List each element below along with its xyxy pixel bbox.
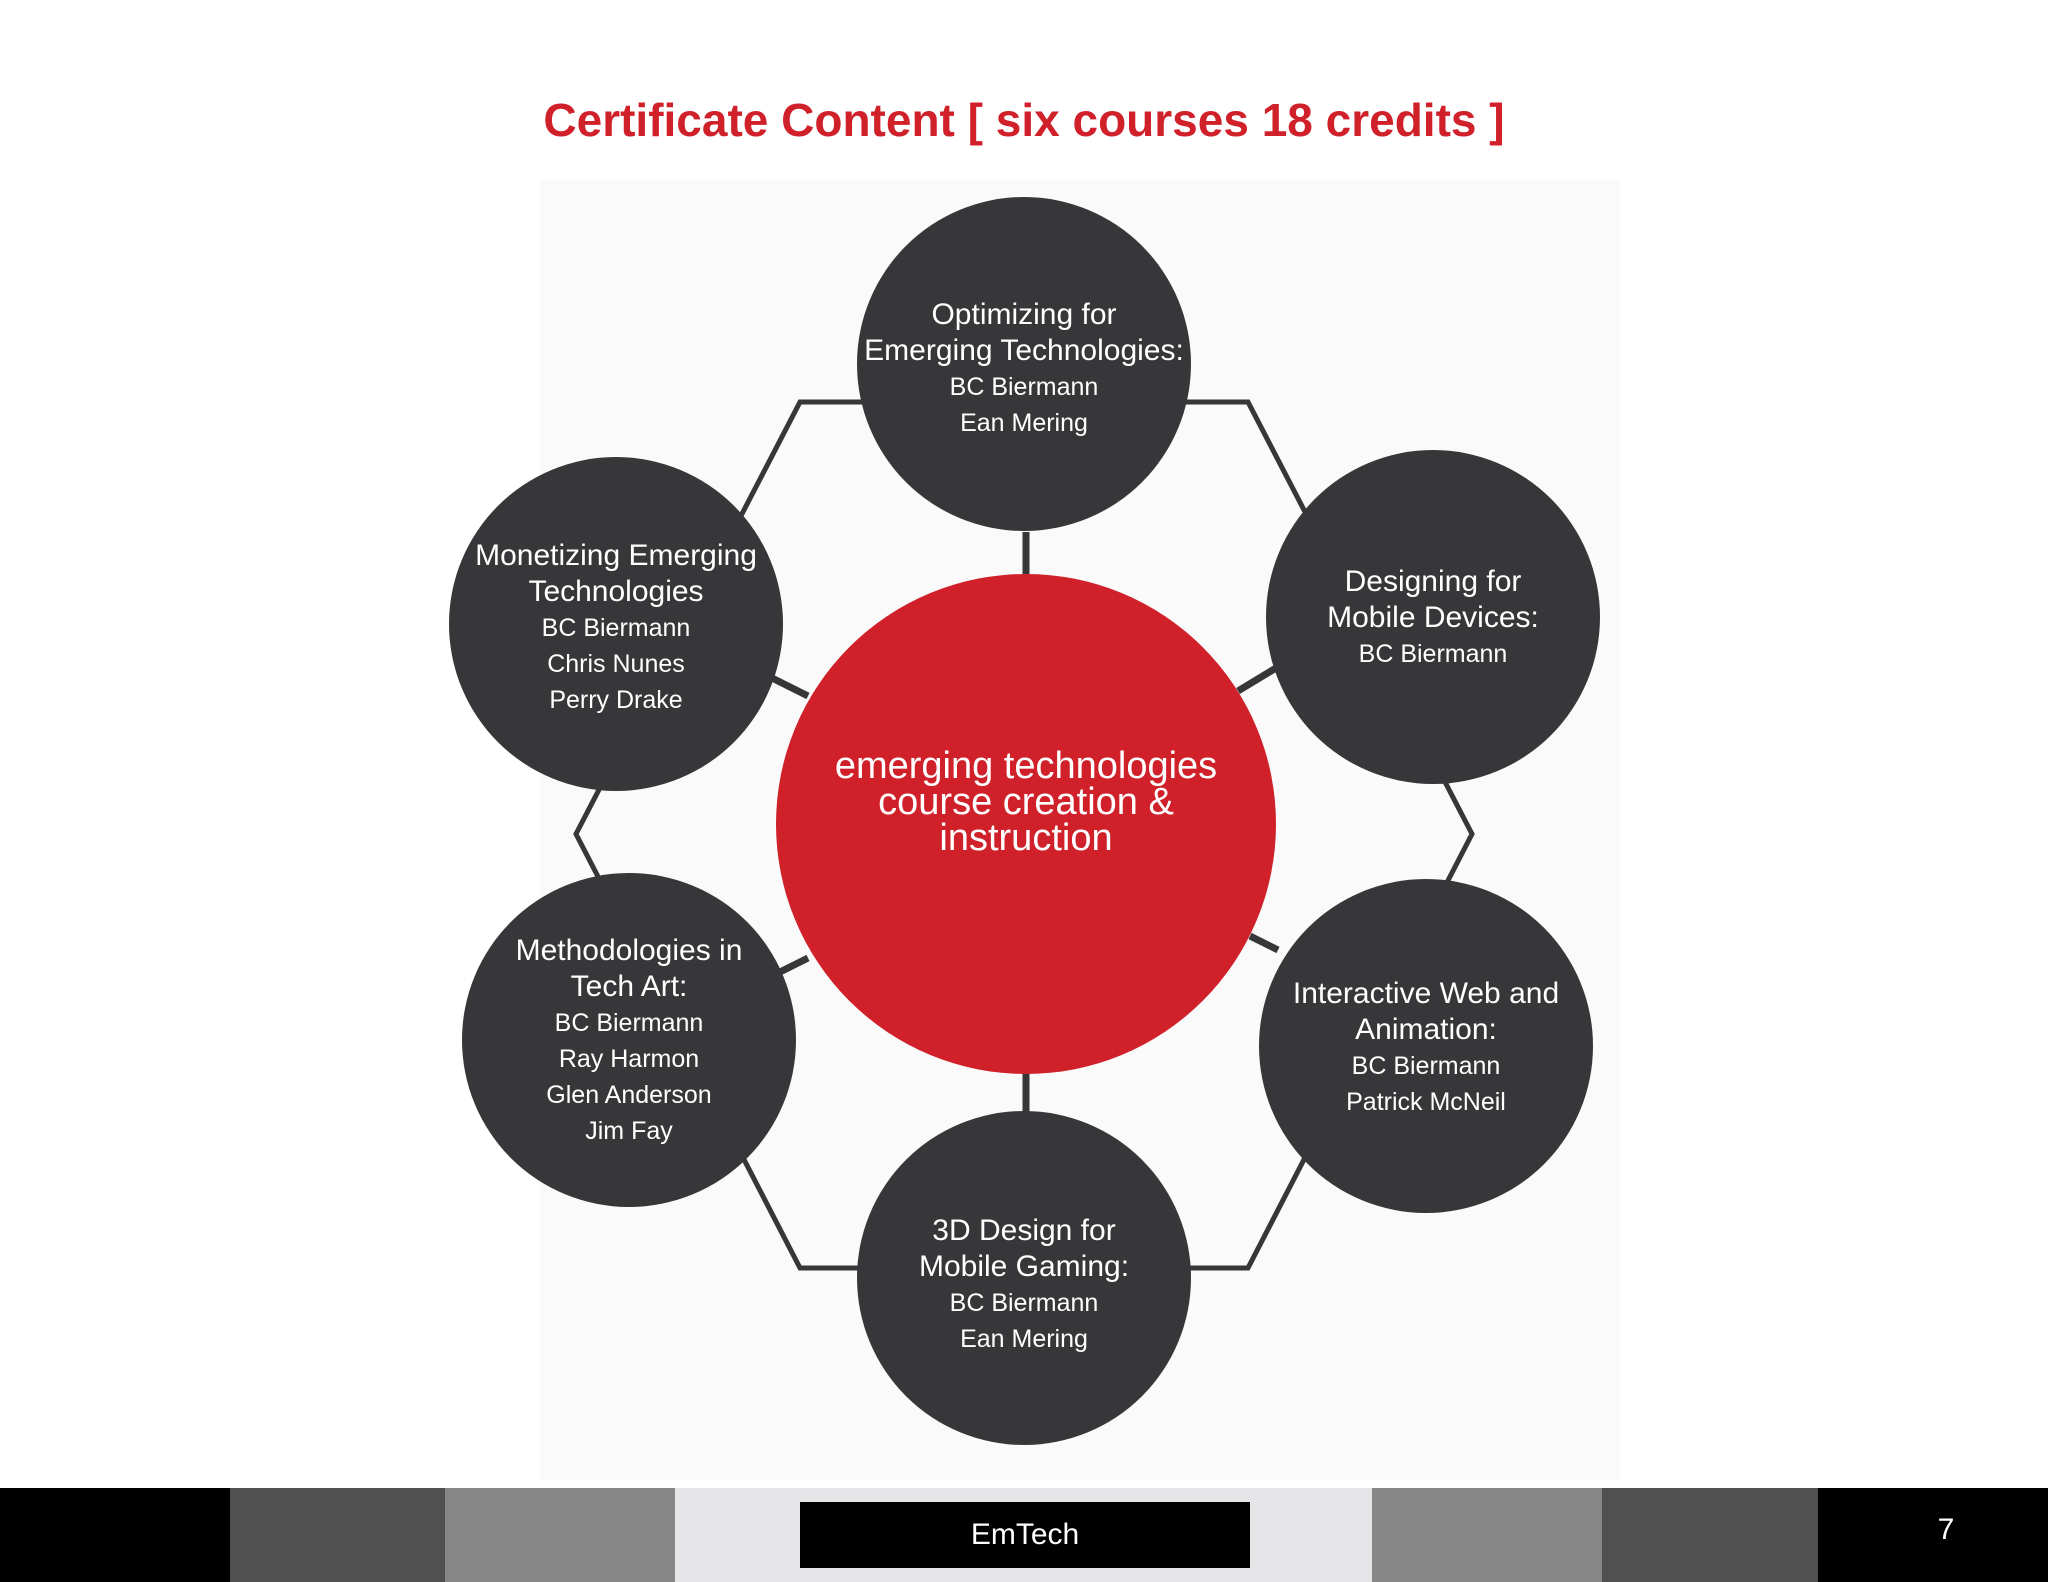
course-title-line: 3D Design for <box>932 1214 1116 1247</box>
page-number: 7 <box>1937 1513 1955 1546</box>
instructor-name: Ean Mering <box>960 1325 1088 1353</box>
instructor-name: BC Biermann <box>1351 1052 1501 1080</box>
course-title-line: Methodologies in <box>515 934 743 967</box>
center-text-line: course creation & <box>878 781 1174 823</box>
footer-band <box>445 1488 675 1582</box>
center-text-line: instruction <box>939 817 1113 859</box>
course-label-3d-design <box>859 1213 1189 1357</box>
instructor-name: Glen Anderson <box>546 1081 712 1109</box>
footer-band <box>1602 1488 1818 1582</box>
course-title-line: Interactive Web and <box>1292 977 1560 1010</box>
footer-band <box>1372 1488 1602 1582</box>
instructor-name: Chris Nunes <box>547 650 685 678</box>
center-node-text <box>786 745 1266 859</box>
course-title-line: Technologies <box>528 575 704 608</box>
course-label-designing-mobile <box>1268 564 1598 672</box>
instructor-name: Patrick McNeil <box>1346 1088 1506 1116</box>
slide-title: Certificate Content [ six courses 18 credits ] <box>543 94 1505 146</box>
footer-band <box>230 1488 445 1582</box>
instructor-name: BC Biermann <box>541 614 691 642</box>
footer-band <box>0 1488 230 1582</box>
course-label-methodologies <box>464 933 794 1149</box>
course-title-line: Tech Art: <box>570 970 688 1003</box>
instructor-name: BC Biermann <box>949 373 1099 401</box>
footer-label: EmTech <box>800 1502 1250 1568</box>
instructor-name: Perry Drake <box>549 686 683 714</box>
course-title-line: Mobile Devices: <box>1327 601 1539 634</box>
instructor-name: BC Biermann <box>554 1009 704 1037</box>
instructor-name: BC Biermann <box>949 1289 1099 1317</box>
course-label-monetizing <box>451 538 781 718</box>
course-title-line: Monetizing Emerging <box>475 539 757 572</box>
instructor-name: BC Biermann <box>1358 640 1508 668</box>
course-label-optimizing <box>859 297 1189 441</box>
course-title-line: Designing for <box>1344 565 1522 598</box>
instructor-name: Ray Harmon <box>558 1045 700 1073</box>
course-title-line: Mobile Gaming: <box>918 1250 1130 1283</box>
spoke-connector <box>1250 936 1278 950</box>
instructor-name: Jim Fay <box>585 1117 673 1145</box>
course-title-line: Optimizing for <box>931 298 1117 331</box>
center-text-line: emerging technologies <box>834 745 1218 787</box>
course-title-line: Animation: <box>1355 1013 1497 1046</box>
instructor-name: Ean Mering <box>960 409 1088 437</box>
course-title-line: Emerging Technologies: <box>864 334 1184 367</box>
course-label-interactive-web <box>1261 976 1591 1120</box>
